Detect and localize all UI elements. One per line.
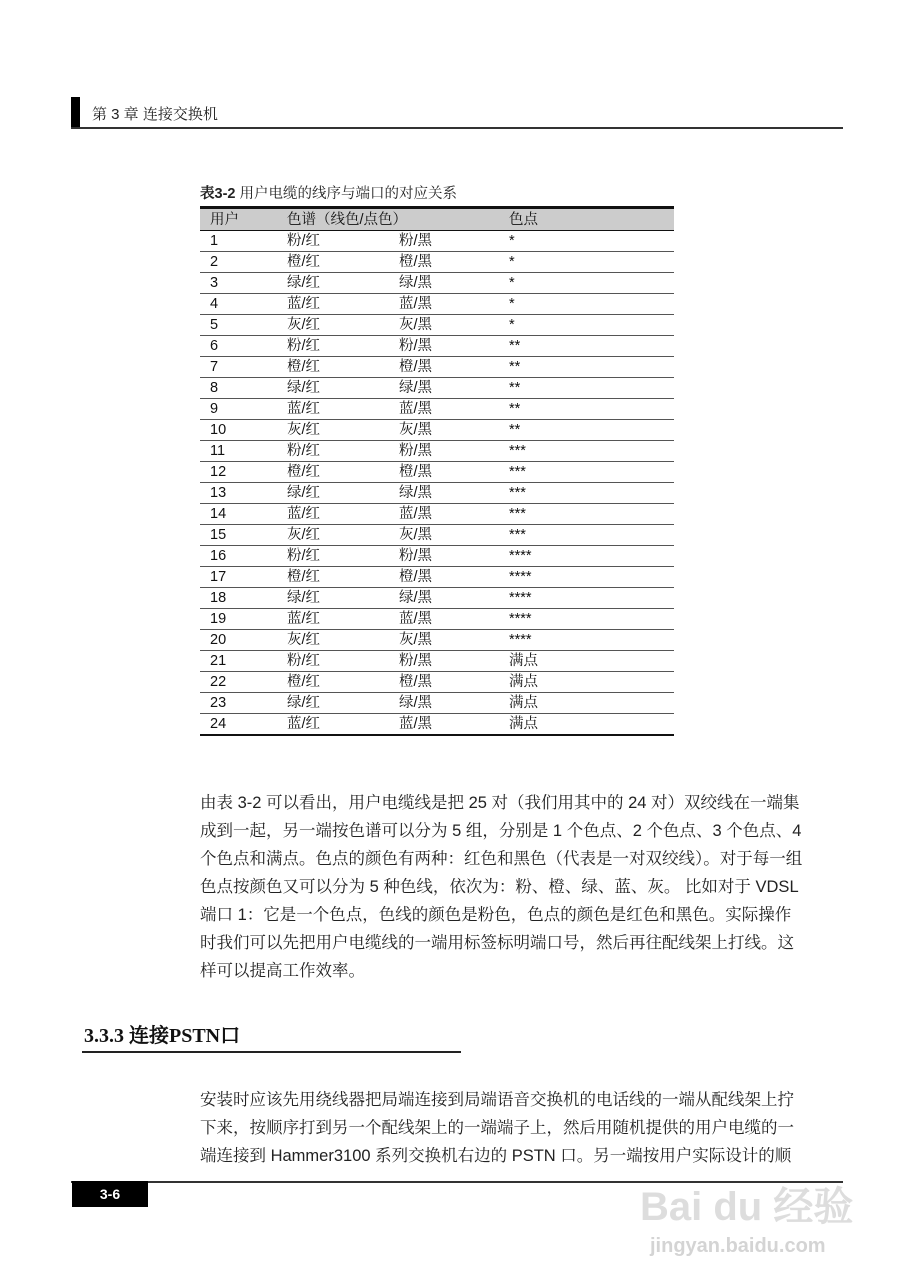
- cell-user: 19: [200, 609, 277, 630]
- footer-divider: [71, 1181, 843, 1183]
- cell-user: 23: [200, 693, 277, 714]
- cell-line-color: 粉/红: [277, 336, 389, 357]
- cell-dot-color: 蓝/黑: [389, 714, 499, 736]
- cell-color-dots: *: [499, 315, 674, 336]
- table-row: [200, 546, 674, 567]
- cell-color-dots: **: [499, 378, 674, 399]
- cell-dot-color: 橙/黑: [389, 357, 499, 378]
- cell-user: 3: [200, 273, 277, 294]
- cell-dot-color: 蓝/黑: [389, 399, 499, 420]
- table-row: [200, 588, 674, 609]
- cell-dot-color: 粉/黑: [389, 546, 499, 567]
- table-row: [200, 651, 674, 672]
- cell-color-dots: *: [499, 273, 674, 294]
- cell-user: 16: [200, 546, 277, 567]
- cell-user: 14: [200, 504, 277, 525]
- cell-color-dots: ***: [499, 525, 674, 546]
- table-row: [200, 525, 674, 546]
- cell-dot-color: 灰/黑: [389, 525, 499, 546]
- table-row: [200, 630, 674, 651]
- cell-dot-color: 蓝/黑: [389, 294, 499, 315]
- cell-line-color: 橙/红: [277, 252, 389, 273]
- cell-line-color: 粉/红: [277, 441, 389, 462]
- cell-line-color: 绿/红: [277, 273, 389, 294]
- cell-dot-color: 蓝/黑: [389, 504, 499, 525]
- cell-line-color: 橙/红: [277, 672, 389, 693]
- cell-user: 17: [200, 567, 277, 588]
- cell-dot-color: 绿/黑: [389, 483, 499, 504]
- cell-line-color: 蓝/红: [277, 609, 389, 630]
- table-row: [200, 231, 674, 252]
- cell-color-dots: ***: [499, 504, 674, 525]
- cable-pair-table: [200, 206, 674, 736]
- cell-user: 21: [200, 651, 277, 672]
- cell-line-color: 粉/红: [277, 546, 389, 567]
- cell-dot-color: 粉/黑: [389, 336, 499, 357]
- header-color-code: 色谱（线色/点色）: [287, 211, 408, 228]
- cell-line-color: 蓝/红: [277, 714, 389, 736]
- cell-line-color: 橙/红: [277, 357, 389, 378]
- paragraph-line: 样可以提高工作效率。: [200, 962, 365, 980]
- cell-dot-color: 绿/黑: [389, 378, 499, 399]
- cell-user: 8: [200, 378, 277, 399]
- paragraph-line: 色点按颜色又可以分为 5 种色线，依次为：粉、橙、绿、蓝、灰。 比如对于 VDSL: [200, 878, 799, 896]
- cell-user: 1: [200, 231, 277, 252]
- cell-user: 18: [200, 588, 277, 609]
- cell-line-color: 绿/红: [277, 693, 389, 714]
- cell-dot-color: 绿/黑: [389, 693, 499, 714]
- pstn-paragraph: [200, 1086, 794, 1170]
- cell-color-dots: *: [499, 231, 674, 252]
- page-number: 3-6: [72, 1181, 148, 1207]
- table-row: [200, 378, 674, 399]
- cell-dot-color: 粉/黑: [389, 231, 499, 252]
- table-row: [200, 672, 674, 693]
- cell-user: 4: [200, 294, 277, 315]
- table-row: [200, 252, 674, 273]
- table-row: [200, 315, 674, 336]
- header-divider: [71, 127, 843, 129]
- cell-color-dots: **: [499, 357, 674, 378]
- cell-dot-color: 粉/黑: [389, 651, 499, 672]
- table-row: [200, 336, 674, 357]
- paragraph-line: 下来，按顺序打到另一个配线架上的一端端子上，然后用随机提供的用户电缆的一: [200, 1119, 794, 1137]
- cell-line-color: 粉/红: [277, 231, 389, 252]
- cell-color-dots: ***: [499, 483, 674, 504]
- cell-dot-color: 粉/黑: [389, 441, 499, 462]
- table-row: [200, 693, 674, 714]
- table-row: [200, 504, 674, 525]
- cell-user: 12: [200, 462, 277, 483]
- cell-color-dots: **: [499, 420, 674, 441]
- cell-color-dots: *: [499, 294, 674, 315]
- cell-dot-color: 灰/黑: [389, 630, 499, 651]
- table-row: [200, 420, 674, 441]
- caption-text: 用户电缆的线序与端口的对应关系: [235, 186, 457, 202]
- table-row: [200, 462, 674, 483]
- watermark-url: jingyan.baidu.com: [650, 1235, 826, 1257]
- cell-color-dots: 满点: [499, 693, 674, 714]
- cell-user: 9: [200, 399, 277, 420]
- paragraph-line: 成到一起，另一端按色谱可以分为 5 组，分别是 1 个色点、2 个色点、3 个色点、4: [200, 822, 802, 840]
- table-caption: [200, 185, 457, 203]
- cell-color-dots: 满点: [499, 651, 674, 672]
- table-row: [200, 399, 674, 420]
- cell-line-color: 绿/红: [277, 588, 389, 609]
- explanation-paragraph: [200, 789, 802, 985]
- cell-user: 20: [200, 630, 277, 651]
- header-user: 用户: [210, 211, 239, 228]
- paragraph-line: 时我们可以先把用户电缆线的一端用标签标明端口号，然后再往配线架上打线。这: [200, 934, 794, 952]
- cell-line-color: 蓝/红: [277, 399, 389, 420]
- table-row: [200, 357, 674, 378]
- table-row: [200, 441, 674, 462]
- cell-color-dots: ****: [499, 567, 674, 588]
- cell-color-dots: ****: [499, 630, 674, 651]
- paragraph-line: 由表 3-2 可以看出，用户电缆线是把 25 对（我们用其中的 24 对）双绞线在一端集: [200, 794, 800, 812]
- cell-color-dots: 满点: [499, 672, 674, 693]
- cell-line-color: 绿/红: [277, 378, 389, 399]
- paragraph-line: 端连接到 Hammer3100 系列交换机右边的 PSTN 口。另一端按用户实际设计的顺: [200, 1147, 792, 1165]
- header-color-dot: 色点: [509, 211, 538, 228]
- cell-color-dots: *: [499, 252, 674, 273]
- cell-line-color: 灰/红: [277, 525, 389, 546]
- caption-label: 表3-2: [200, 186, 236, 202]
- cell-color-dots: ***: [499, 462, 674, 483]
- paragraph-line: 个色点和满点。色点的颜色有两种：红色和黑色（代表是一对双绞线）。对于每一组: [200, 850, 803, 868]
- cell-dot-color: 灰/黑: [389, 420, 499, 441]
- cell-color-dots: ****: [499, 609, 674, 630]
- table-row: [200, 567, 674, 588]
- cell-line-color: 蓝/红: [277, 504, 389, 525]
- cell-line-color: 绿/红: [277, 483, 389, 504]
- cell-user: 5: [200, 315, 277, 336]
- section-underline: [82, 1051, 461, 1053]
- cell-line-color: 粉/红: [277, 651, 389, 672]
- cell-line-color: 灰/红: [277, 420, 389, 441]
- cell-line-color: 灰/红: [277, 630, 389, 651]
- cell-dot-color: 灰/黑: [389, 315, 499, 336]
- cell-line-color: 橙/红: [277, 567, 389, 588]
- table-header-row: [200, 208, 674, 231]
- cell-line-color: 蓝/红: [277, 294, 389, 315]
- cell-user: 22: [200, 672, 277, 693]
- cell-user: 13: [200, 483, 277, 504]
- cell-user: 24: [200, 714, 277, 736]
- cell-user: 7: [200, 357, 277, 378]
- table-row: [200, 273, 674, 294]
- cell-dot-color: 橙/黑: [389, 252, 499, 273]
- cell-dot-color: 绿/黑: [389, 588, 499, 609]
- cell-color-dots: 满点: [499, 714, 674, 736]
- cell-line-color: 灰/红: [277, 315, 389, 336]
- table-row: [200, 294, 674, 315]
- chapter-header: 第 3 章 连接交换机: [92, 106, 218, 123]
- cell-dot-color: 橙/黑: [389, 672, 499, 693]
- cell-color-dots: ****: [499, 588, 674, 609]
- cell-dot-color: 橙/黑: [389, 462, 499, 483]
- cell-user: 15: [200, 525, 277, 546]
- section-title: 3.3.3 连接PSTN口: [84, 1025, 241, 1047]
- cell-user: 2: [200, 252, 277, 273]
- header-marker: [71, 97, 80, 128]
- table-row: [200, 609, 674, 630]
- table-row: [200, 483, 674, 504]
- cell-user: 6: [200, 336, 277, 357]
- table-row: [200, 714, 674, 736]
- cell-color-dots: **: [499, 336, 674, 357]
- cell-dot-color: 橙/黑: [389, 567, 499, 588]
- cell-dot-color: 绿/黑: [389, 273, 499, 294]
- paragraph-line: 安装时应该先用绕线器把局端连接到局端语音交换机的电话线的一端从配线架上拧: [200, 1091, 794, 1109]
- cell-color-dots: ****: [499, 546, 674, 567]
- cell-color-dots: ***: [499, 441, 674, 462]
- paragraph-line: 端口 1：它是一个色点，色线的颜色是粉色，色点的颜色是红色和黑色。实际操作: [200, 906, 792, 924]
- cell-line-color: 橙/红: [277, 462, 389, 483]
- watermark-logo: Bai du 经验: [640, 1185, 854, 1229]
- cell-user: 11: [200, 441, 277, 462]
- cell-user: 10: [200, 420, 277, 441]
- cell-color-dots: **: [499, 399, 674, 420]
- cell-dot-color: 蓝/黑: [389, 609, 499, 630]
